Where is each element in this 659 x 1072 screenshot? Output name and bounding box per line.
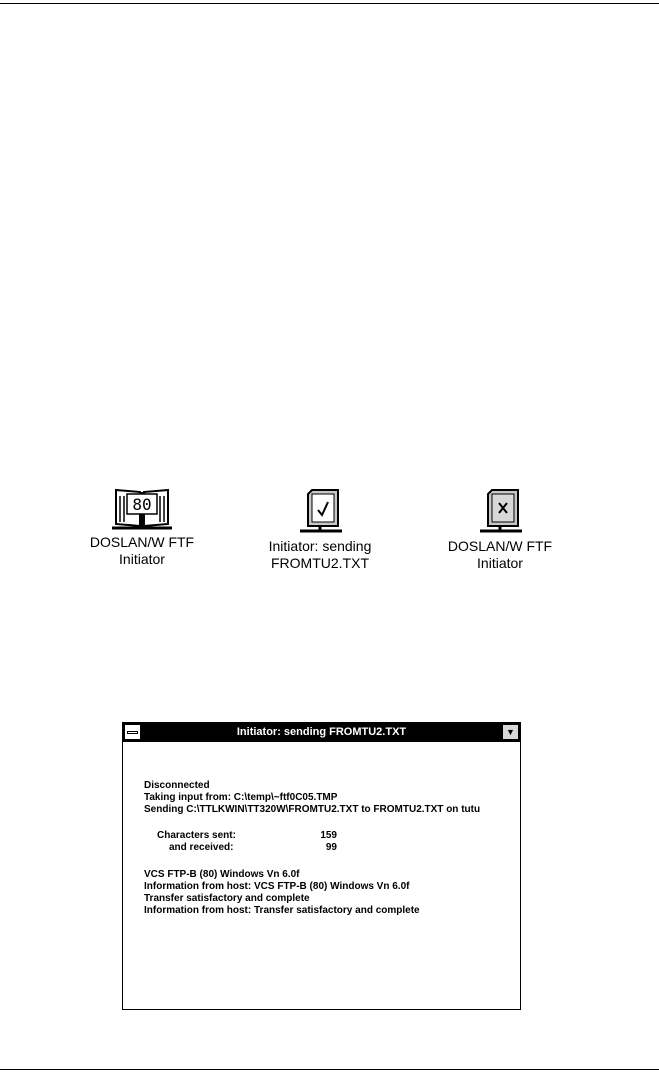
chars-received-label: and received: bbox=[169, 842, 234, 853]
info-line-host-version: Information from host: VCS FTP-B (80) Windows Vn 6.0f bbox=[144, 881, 410, 892]
icon-label-line1: DOSLAN/W FTF bbox=[447, 538, 553, 554]
sending-task-icon-item[interactable] bbox=[250, 486, 390, 572]
icon-label-line2: Initiator bbox=[477, 555, 523, 571]
log-area bbox=[123, 743, 520, 1009]
minimize-button[interactable] bbox=[502, 724, 519, 740]
book-icon bbox=[112, 486, 172, 530]
chars-sent-value: 159 bbox=[320, 830, 337, 841]
top-rule bbox=[0, 3, 659, 4]
ftf-initiator-book-icon-item[interactable] bbox=[72, 486, 212, 568]
initiator-window bbox=[122, 722, 521, 1010]
icon-label-line1: Initiator: sending bbox=[268, 538, 372, 554]
system-menu-icon bbox=[127, 731, 138, 734]
log-line-status: Disconnected bbox=[144, 780, 210, 791]
bottom-rule bbox=[0, 1069, 659, 1070]
system-menu-button[interactable] bbox=[124, 724, 141, 740]
icon-label-line2: Initiator bbox=[119, 551, 165, 567]
info-line-version: VCS FTP-B (80) Windows Vn 6.0f bbox=[144, 869, 300, 880]
title-bar[interactable] bbox=[123, 723, 520, 742]
info-line-transfer: Transfer satisfactory and complete bbox=[144, 893, 310, 904]
log-line-sending: Sending C:\TTLKWIN\TT320W\FROMTU2.TXT to FROMTU2.TXT on tutu bbox=[144, 804, 481, 815]
book-glyph-text: 80 bbox=[132, 495, 152, 514]
check-document-icon bbox=[294, 486, 346, 534]
cross-document-icon bbox=[474, 486, 526, 534]
ftf-initiator-closed-icon-item[interactable] bbox=[430, 486, 570, 572]
info-line-host-transfer: Information from host: Transfer satisfactory and complete bbox=[144, 905, 420, 916]
window-title: Initiator: sending FROMTU2.TXT bbox=[236, 726, 407, 738]
log-line-input: Taking input from: C:\temp\~ftf0C05.TMP bbox=[144, 792, 338, 803]
chars-received-value: 99 bbox=[325, 842, 337, 853]
icon-label-line1: DOSLAN/W FTF bbox=[89, 534, 195, 550]
minimize-arrow-icon: ▼ bbox=[506, 727, 515, 737]
chars-sent-label: Characters sent: bbox=[157, 830, 236, 841]
icon-label-line2: FROMTU2.TXT bbox=[271, 555, 369, 571]
